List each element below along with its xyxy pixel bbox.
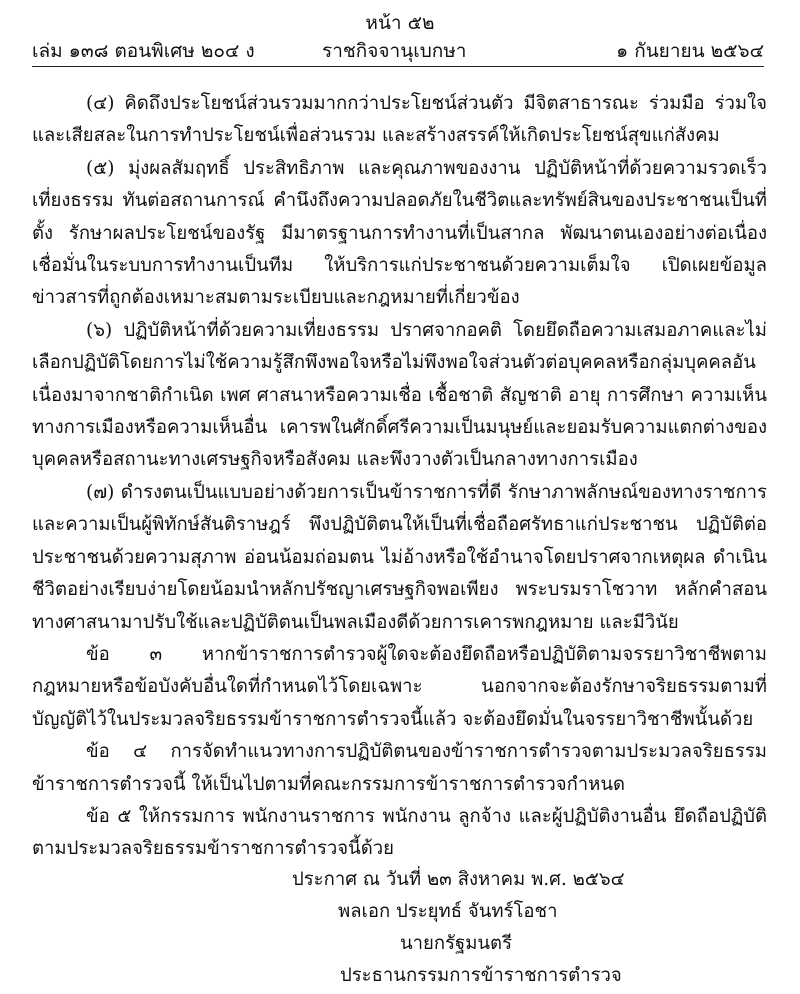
clause-5-achievement: (๕) มุ่งผลสัมฤทธิ์ ประสิทธิภาพ และคุณภาพของงาน ปฏิบัติหน้าที่ด้วยความรวดเร็ว เที่ยงธรรม ทันต่อสถานการณ์ คำนึงถึงความปลอดภัยในชีวิตและทรัพย์สินของประชาชนเป็นที่ตั้ง รักษาผลประโยชน์ของรัฐ มีมาตรฐานการทำงานที่เป็นสากล พัฒนาตนเองอย่างต่อเนื่อง เชื่อมั่นในระบบการทำงานเป็นทีม ให้บริการแก่ประชาชนด้วยความเต็มใจ เปิดเผยข้อมูลข่าวสารที่ถูกต้องเหมาะสมตามระเบียบและกฎหมายที่เกี่ยวข้อง bbox=[32, 157, 767, 309]
document-body bbox=[32, 88, 767, 866]
page-number: หน้า ๕๒ bbox=[365, 12, 435, 34]
article-4: ข้อ ๔ การจัดทำแนวทางการปฏิบัติตนของข้าราชการตำรวจตามประมวลจริยธรรมข้าราชการตำรวจนี้ ให้เป็นไปตามที่คณะกรรมการข้าราชการตำรวจกำหนด bbox=[32, 741, 767, 795]
volume-issue: เล่ม ๑๓๘ ตอนพิเศษ ๒๐๔ ง bbox=[32, 40, 255, 62]
article-5: ข้อ ๕ ให้กรรมการ พนักงานราชการ พนักงาน ลูกจ้าง และผู้ปฏิบัติงานอื่น ยึดถือปฏิบัติตามประมวลจริยธรรมข้าราชการตำรวจนี้ด้วย bbox=[32, 805, 767, 860]
header-divider bbox=[32, 66, 764, 67]
gazette-title: ราชกิจจานุเบกษา bbox=[322, 40, 467, 62]
gazette-header bbox=[32, 36, 764, 64]
announcement-date: ประกาศ ณ วันที่ ๒๓ สิงหาคม พ.ศ. ๒๕๖๔ bbox=[292, 869, 625, 890]
clause-4-public-interest: (๔) คิดถึงประโยชน์ส่วนรวมมากกว่าประโยชน์ส่วนตัว มีจิตสาธารณะ ร่วมมือ ร่วมใจและเสียสละในการทำประโยชน์เพื่อส่วนรวม และสร้างสรรค์ให้เกิดประโยชน์สุขแก่สังคม bbox=[32, 93, 767, 147]
signatory-role: ประธานกรรมการข้าราชการตำรวจ bbox=[340, 965, 622, 986]
signature-block bbox=[250, 864, 730, 992]
publication-date: ๑ กันยายน ๒๕๖๔ bbox=[616, 40, 764, 62]
clause-7-role-model: (๗) ดำรงตนเป็นแบบอย่างด้วยการเป็นข้าราชการที่ดี รักษาภาพลักษณ์ของทางราชการและความเป็นผู้พิทักษ์สันติราษฎร์ พึงปฏิบัติตนให้เป็นที่เชื่อถือศรัทธาแก่ประชาชน ปฏิบัติต่อประชาชนด้วยความสุภาพ อ่อนน้อมถ่อมตน ไม่อ้างหรือใช้อำนาจโดยปราศจากเหตุผล ดำเนินชีวิตอย่างเรียบง่ายโดยน้อมนำหลักปรัชญาเศรษฐกิจพอเพียง พระบรมราโชวาท หลักคำสอนทางศาสนามาปรับใช้และปฏิบัติตนเป็นพลเมืองดีด้วยการเคารพกฎหมาย และมีวินัย bbox=[32, 481, 767, 633]
article-3: ข้อ ๓ หากข้าราชการตำรวจผู้ใดจะต้องยึดถือหรือปฏิบัติตามจรรยาวิชาชีพตามกฎหมายหรือข้อบังคับอื่นใดที่กำหนดไว้โดยเฉพาะ นอกจากจะต้องรักษาจริยธรรมตามที่บัญญัติไว้ในประมวลจริยธรรมข้าราชการตำรวจนี้แล้ว จะต้องยึดมั่นในจรรยาวิชาชีพนั้นด้วย bbox=[32, 643, 767, 730]
signatory-position: นายกรัฐมนตรี bbox=[400, 933, 513, 954]
clause-6-fairness: (๖) ปฏิบัติหน้าที่ด้วยความเที่ยงธรรม ปราศจากอคติ โดยยึดถือความเสมอภาคและไม่เลือกปฏิบัติโดยการไม่ใช้ความรู้สึกพึงพอใจหรือไม่พึงพอใจส่วนตัวต่อบุคคลหรือกลุ่มบุคคลอันเนื่องมาจากชาติกำเนิด เพศ ศาสนาหรือความเชื่อ เชื้อชาติ สัญชาติ อายุ การศึกษา ความเห็นทางการเมืองหรือความเห็นอื่น เคารพในศักดิ์ศรีความเป็นมนุษย์และยอมรับความแตกต่างของบุคคลหรือสถานะทางเศรษฐกิจหรือสังคม และพึงวางตัวเป็นกลางทางการเมือง bbox=[32, 319, 767, 471]
signatory-name: พลเอก ประยุทธ์ จันทร์โอชา bbox=[338, 901, 558, 922]
